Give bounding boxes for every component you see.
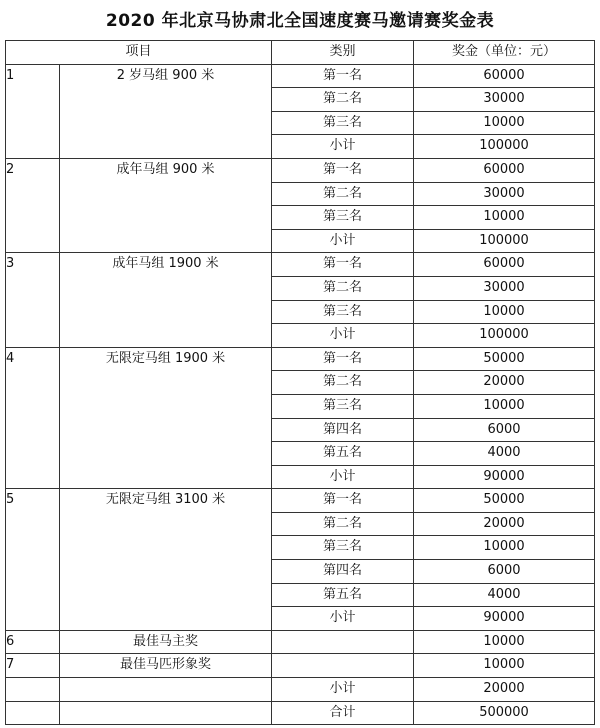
category-cell: 第三名 (272, 206, 414, 230)
category-cell: 小计 (272, 607, 414, 631)
amount-cell: 100000 (414, 229, 595, 253)
prize-table (5, 40, 595, 725)
category-cell: 第一名 (272, 253, 414, 277)
category-cell: 第二名 (272, 182, 414, 206)
table-row (6, 347, 595, 371)
table-row (6, 654, 595, 678)
amount-cell: 6000 (414, 418, 595, 442)
category-cell (272, 630, 414, 654)
table-row (6, 678, 595, 702)
category-cell: 第三名 (272, 394, 414, 418)
item-number: 4 (6, 347, 60, 489)
table-row (6, 158, 595, 182)
item-number: 2 (6, 158, 60, 252)
amount-cell: 4000 (414, 442, 595, 466)
category-cell: 第一名 (272, 64, 414, 88)
amount-cell: 50000 (414, 489, 595, 513)
item-name (60, 701, 272, 725)
amount-cell: 10000 (414, 630, 595, 654)
item-number: 3 (6, 253, 60, 347)
table-row (6, 701, 595, 725)
item-number: 7 (6, 654, 60, 678)
category-cell: 第四名 (272, 418, 414, 442)
amount-cell: 4000 (414, 583, 595, 607)
amount-cell: 10000 (414, 111, 595, 135)
category-cell: 第四名 (272, 560, 414, 584)
item-name: 无限定马组 3100 米 (60, 489, 272, 631)
category-cell: 第二名 (272, 276, 414, 300)
amount-cell: 30000 (414, 182, 595, 206)
item-number: 5 (6, 489, 60, 631)
item-number: 6 (6, 630, 60, 654)
category-cell: 合计 (272, 701, 414, 725)
amount-cell: 10000 (414, 654, 595, 678)
prize-table-body (6, 64, 595, 725)
item-number: 1 (6, 64, 60, 158)
amount-cell: 20000 (414, 371, 595, 395)
header-category: 类别 (272, 41, 414, 65)
table-row (6, 489, 595, 513)
item-name: 无限定马组 1900 米 (60, 347, 272, 489)
item-name (60, 678, 272, 702)
amount-cell: 20000 (414, 678, 595, 702)
category-cell: 小计 (272, 229, 414, 253)
amount-cell: 60000 (414, 158, 595, 182)
amount-cell: 30000 (414, 88, 595, 112)
item-name: 成年马组 1900 米 (60, 253, 272, 347)
amount-cell: 90000 (414, 465, 595, 489)
table-row (6, 253, 595, 277)
table-row (6, 630, 595, 654)
amount-cell: 90000 (414, 607, 595, 631)
amount-cell: 100000 (414, 135, 595, 159)
category-cell: 第三名 (272, 111, 414, 135)
amount-cell: 60000 (414, 64, 595, 88)
amount-cell: 50000 (414, 347, 595, 371)
category-cell: 小计 (272, 324, 414, 348)
amount-cell: 500000 (414, 701, 595, 725)
header-item: 项目 (6, 41, 272, 65)
amount-cell: 10000 (414, 206, 595, 230)
amount-cell: 30000 (414, 276, 595, 300)
amount-cell: 10000 (414, 536, 595, 560)
category-cell: 第五名 (272, 442, 414, 466)
item-name: 最佳马匹形象奖 (60, 654, 272, 678)
category-cell: 第一名 (272, 489, 414, 513)
header-amount: 奖金（单位：元） (414, 41, 595, 65)
amount-cell: 100000 (414, 324, 595, 348)
amount-cell: 6000 (414, 560, 595, 584)
category-cell (272, 654, 414, 678)
item-name: 最佳马主奖 (60, 630, 272, 654)
category-cell: 第三名 (272, 300, 414, 324)
category-cell: 第三名 (272, 536, 414, 560)
item-number (6, 678, 60, 702)
item-name: 2 岁马组 900 米 (60, 64, 272, 158)
amount-cell: 10000 (414, 394, 595, 418)
category-cell: 第一名 (272, 158, 414, 182)
category-cell: 小计 (272, 135, 414, 159)
category-cell: 小计 (272, 465, 414, 489)
item-number (6, 701, 60, 725)
amount-cell: 60000 (414, 253, 595, 277)
category-cell: 小计 (272, 678, 414, 702)
page-title: 2020 年北京马协肃北全国速度赛马邀请赛奖金表 (105, 11, 495, 31)
category-cell: 第二名 (272, 371, 414, 395)
table-row (6, 64, 595, 88)
category-cell: 第二名 (272, 88, 414, 112)
item-name: 成年马组 900 米 (60, 158, 272, 252)
amount-cell: 10000 (414, 300, 595, 324)
amount-cell: 20000 (414, 512, 595, 536)
category-cell: 第一名 (272, 347, 414, 371)
category-cell: 第五名 (272, 583, 414, 607)
category-cell: 第二名 (272, 512, 414, 536)
header-row (6, 41, 595, 65)
